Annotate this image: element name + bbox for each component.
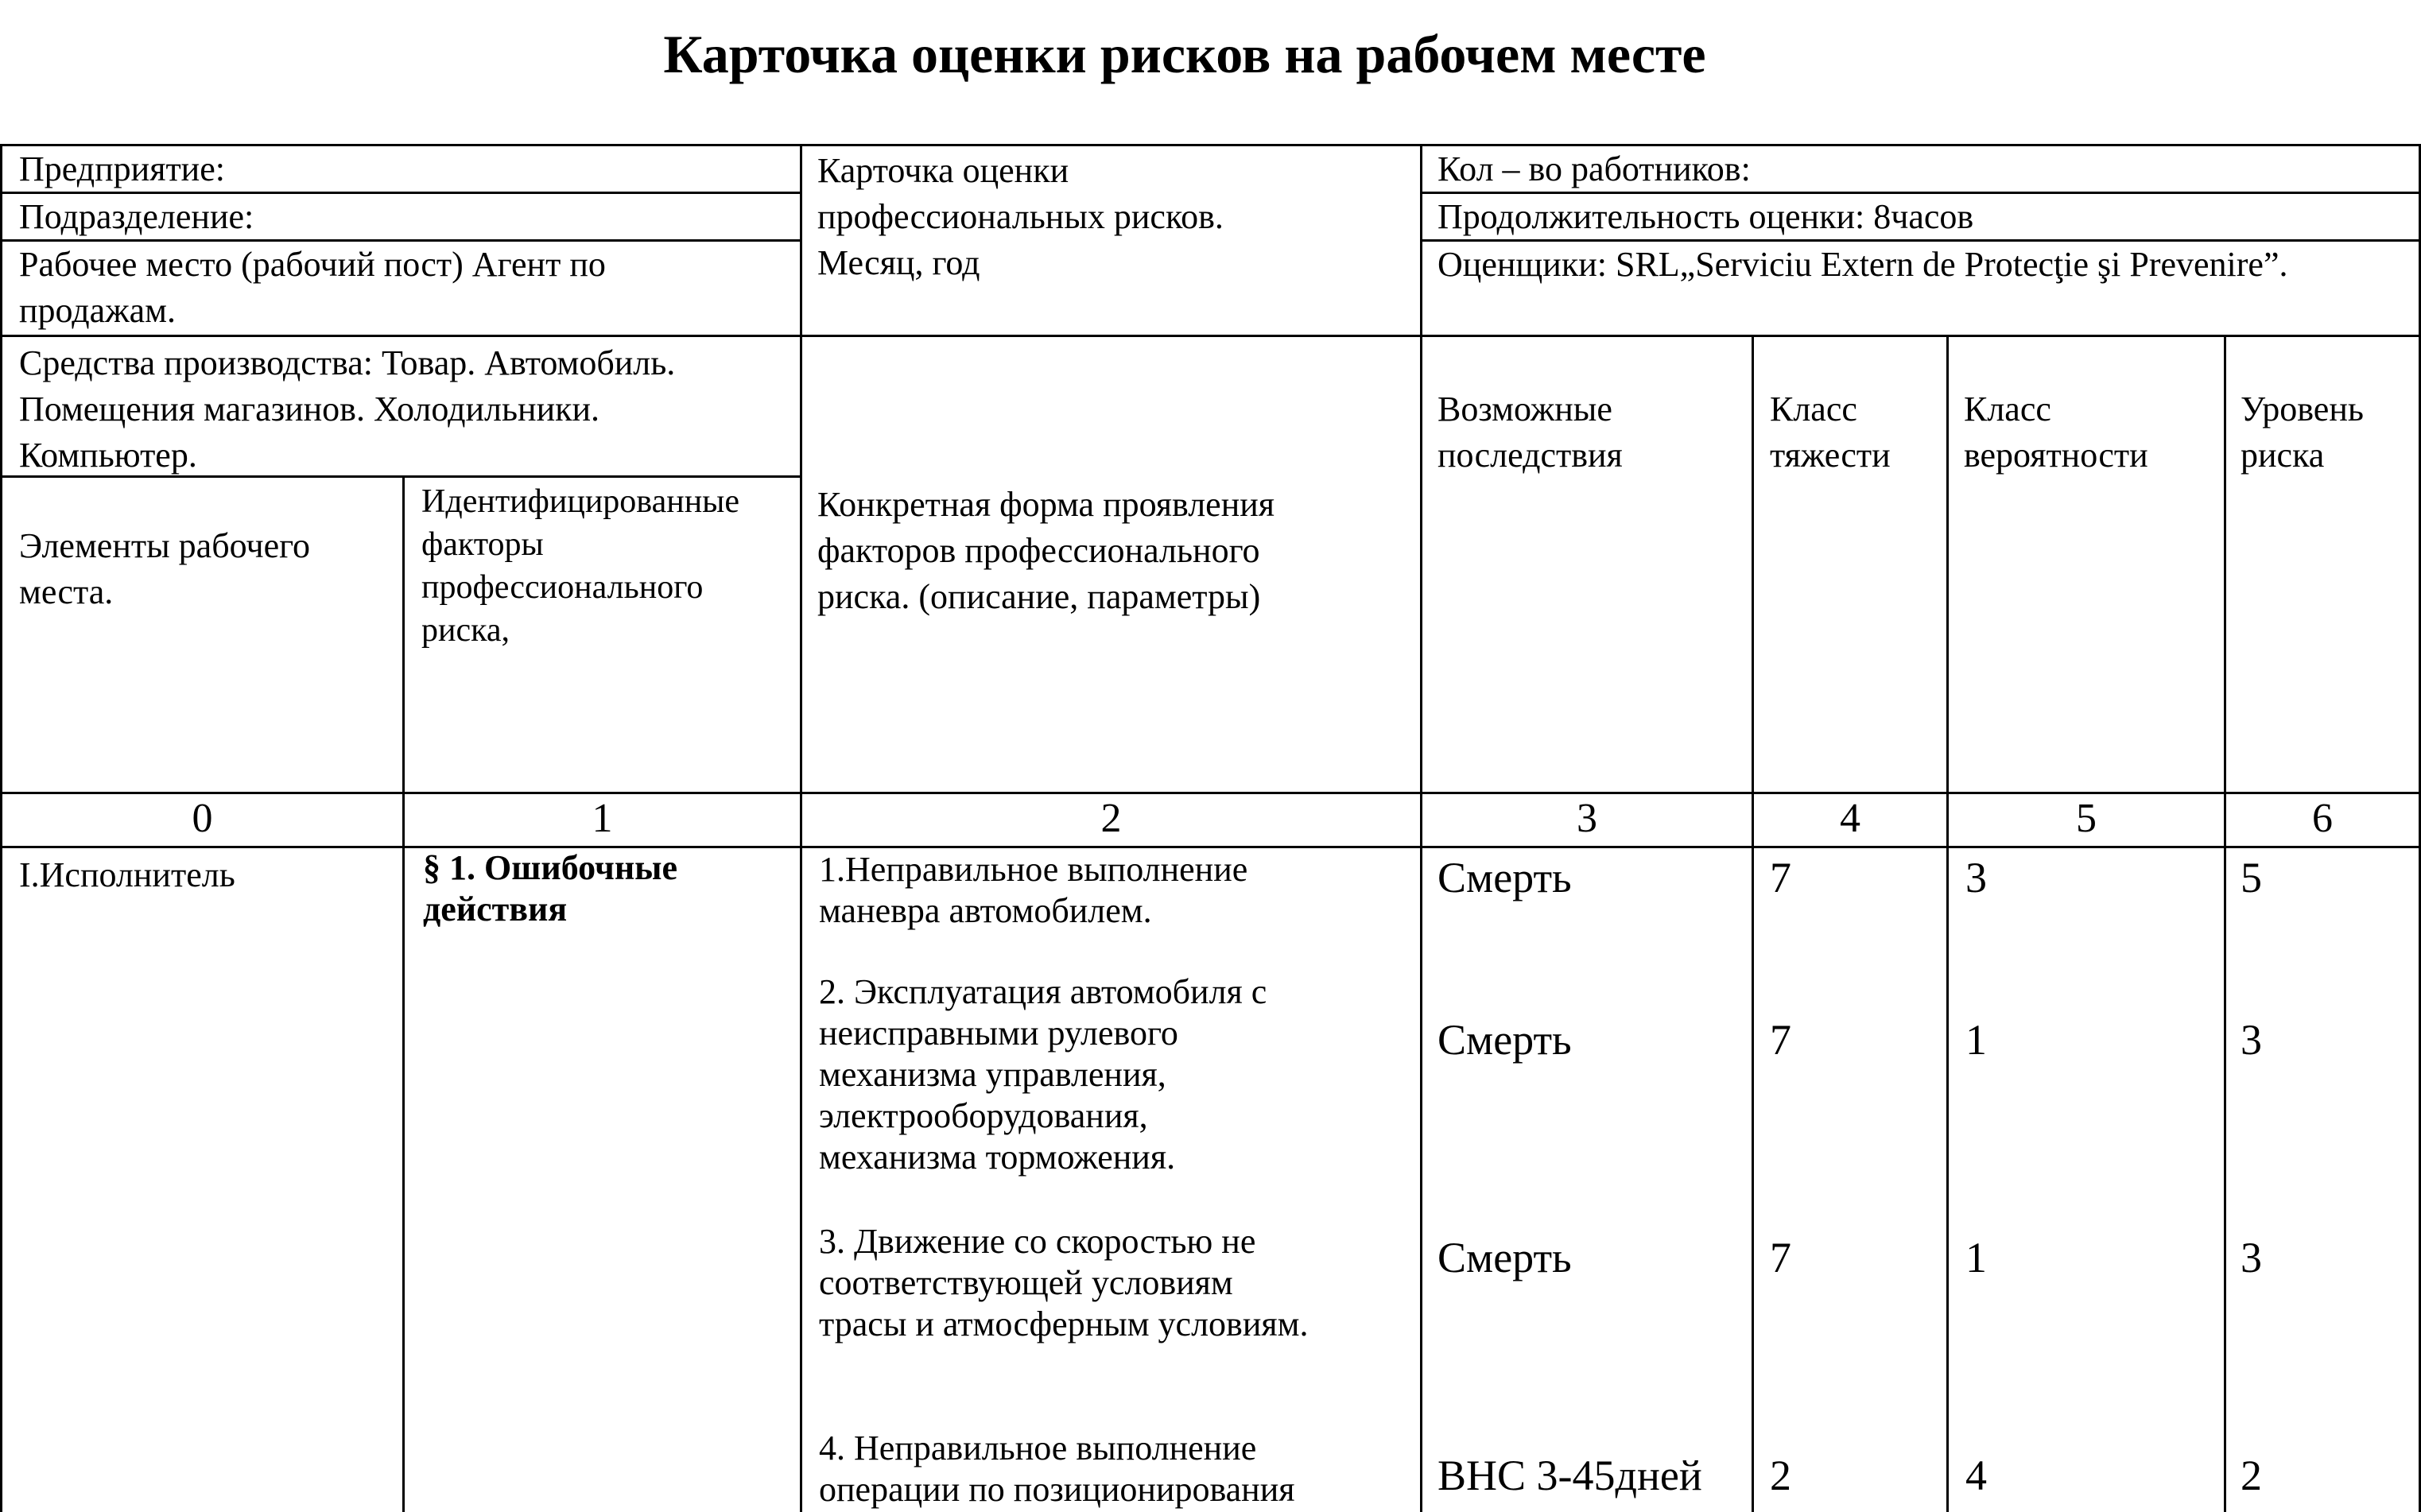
- column-header-severity: Класс тяжести: [1770, 390, 1891, 475]
- consequence-value: Смерть: [1437, 1016, 1572, 1064]
- enterprise-label: Предприятие:: [19, 149, 225, 188]
- table-border-top: [0, 144, 2421, 146]
- column-header-factors: Идентифицированные факторы профессионального риска,: [421, 483, 740, 649]
- column-number: 0: [192, 796, 213, 841]
- probability-value: 3: [1965, 854, 1987, 901]
- consequence-value: Смерть: [1437, 1234, 1572, 1281]
- probability-value: 1: [1965, 1016, 1987, 1064]
- divider-col-6: [2224, 335, 2226, 1512]
- severity-value: 7: [1770, 1234, 1791, 1281]
- column-number: 2: [1100, 796, 1122, 841]
- column-header-consequences: Возможные последствия: [1437, 390, 1623, 475]
- severity-value: 7: [1770, 1016, 1791, 1064]
- severity-value: 7: [1770, 854, 1791, 901]
- column-header-risk-level: Уровень риска: [2241, 390, 2364, 475]
- divider-col-4: [1752, 335, 1754, 1512]
- column-number: 4: [1840, 796, 1860, 841]
- risk-level-value: 5: [2241, 854, 2262, 901]
- risk-level-value: 3: [2241, 1234, 2262, 1281]
- probability-value: 4: [1965, 1452, 1987, 1499]
- column-number: 6: [2312, 796, 2333, 841]
- workplace-element: I.Исполнитель: [19, 855, 235, 894]
- column-number: 3: [1577, 796, 1597, 841]
- severity-value: 2: [1770, 1452, 1791, 1499]
- workplace-label: Рабочее место (рабочий пост) Агент по продажам.: [19, 245, 606, 330]
- division-label: Подразделение:: [19, 197, 254, 236]
- consequence-value: ВНС 3-45дней: [1437, 1452, 1702, 1499]
- risk-factor: § 1. Ошибочные действия: [423, 848, 678, 929]
- column-number: 1: [592, 796, 613, 841]
- column-header-probability: Класс вероятности: [1964, 390, 2148, 475]
- column-number: 5: [2076, 796, 2097, 841]
- risk-level-value: 2: [2241, 1452, 2262, 1499]
- page-title: Карточка оценки рисков на рабочем месте: [663, 24, 1706, 84]
- assessment-card-label: Карточка оценки профессиональных рисков. Месяц, год: [817, 151, 1224, 282]
- column-header-form: Конкретная форма проявления факторов профессионального риска. (описание, параметры): [817, 485, 1275, 616]
- divider-col-5: [1946, 335, 1949, 1512]
- column-header-elements: Элементы рабочего места.: [19, 526, 311, 611]
- probability-value: 1: [1965, 1234, 1987, 1281]
- risk-description: 4. Неправильное выполнение операции по позиционирования: [819, 1429, 1295, 1509]
- workers-count-label: Кол – во работников:: [1437, 149, 1751, 188]
- risk-description: 1.Неправильное выполнение маневра автомобилем.: [819, 850, 1248, 930]
- divider-row-header: [0, 335, 2421, 337]
- risk-level-value: 3: [2241, 1016, 2262, 1064]
- divider-row-column-numbers-top: [0, 792, 2421, 794]
- assessors-label: Оценщики: SRL„Serviciu Extern de Protecţie şi Prevenire”.: [1437, 245, 2288, 284]
- production-means-label: Средства производства: Товар. Автомобиль. Помещения магазинов. Холодильники. Компьютер.: [19, 343, 676, 475]
- divider-row-column-numbers-bottom: [0, 846, 2421, 848]
- assessment-duration-label: Продолжительность оценки: 8часов: [1437, 197, 1974, 236]
- divider-col-1: [402, 475, 405, 1512]
- consequence-value: Смерть: [1437, 854, 1572, 901]
- risk-description: 3. Движение со скоростью не соответствующей условиям трасы и атмосферным условиям.: [819, 1222, 1309, 1343]
- risk-description: 2. Эксплуатация автомобиля с неисправными рулевого механизма управления, электрооборудования, механизма торможения.: [819, 972, 1267, 1177]
